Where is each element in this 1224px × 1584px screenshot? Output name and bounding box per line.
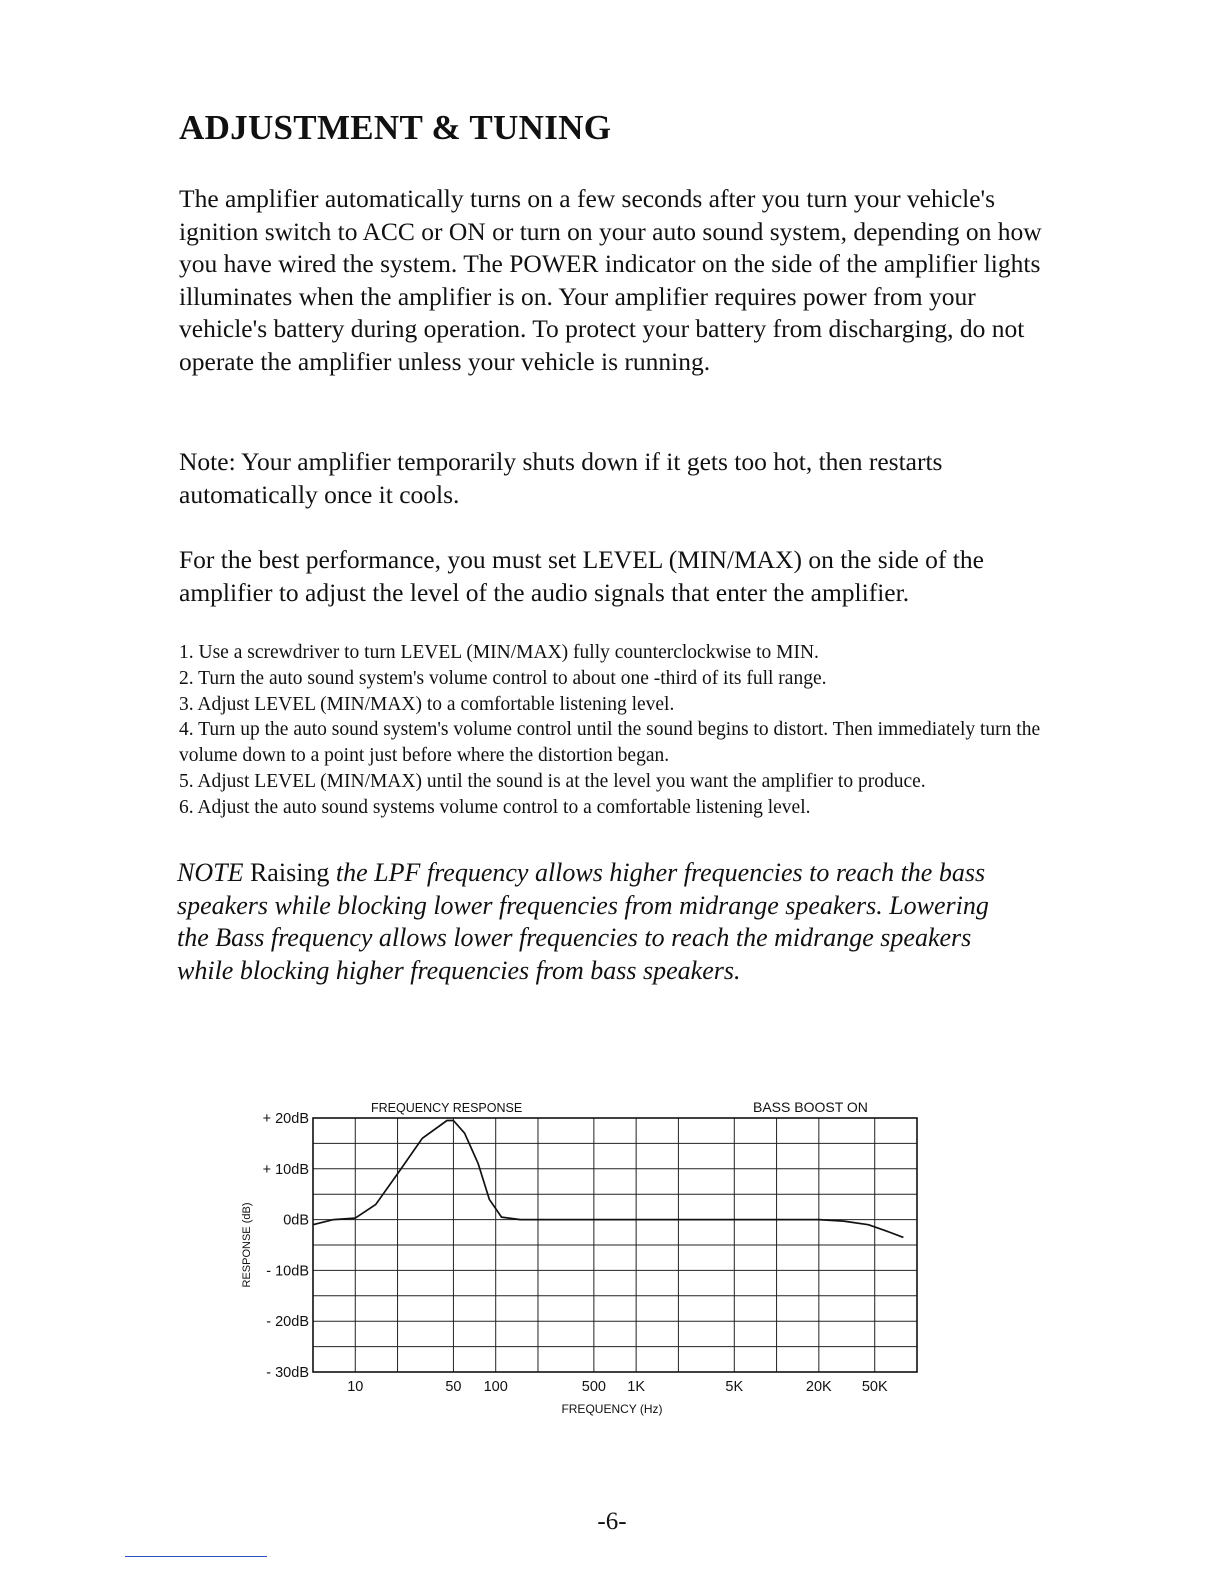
step-item: 1. Use a screwdriver to turn LEVEL (MIN/MAX) fully counterclockwise to MIN. xyxy=(179,642,819,663)
x-tick-label: 20K xyxy=(805,1379,832,1395)
page-title: ADJUSTMENT & TUNING xyxy=(179,108,612,147)
step-item: 5. Adjust LEVEL (MIN/MAX) until the sound is at the level you want the amplifier to produce. xyxy=(179,770,926,792)
y-tick-label: + 10dB xyxy=(262,1161,309,1178)
chart-tick-labels xyxy=(263,1111,888,1395)
x-tick-label: 5K xyxy=(725,1379,744,1395)
y-tick-label: 0dB xyxy=(283,1212,309,1229)
chart-grid xyxy=(313,1118,917,1372)
y-tick-label: + 20dB xyxy=(262,1111,309,1127)
intro-paragraph: The amplifier automatically turns on a few seconds after you turn your vehicle's ignition switch to ACC or ON or turn on your auto sound system, depending on how you have wired the system. The POWER indicator on the side of the amplifier lights illuminates when the amplifier is on. Your amplifier requires power from your vehicle's battery during operation. To protect your battery from discharging, do not operate the amplifier unless your vehicle is running. xyxy=(179,184,1042,376)
y-axis-label: RESPONSE (dB) xyxy=(241,1202,253,1288)
step-item: 4. Turn up the auto sound system's volume control until the sound begins to distort. Then immediately turn the volume down to a point just before where the distortion began. xyxy=(179,719,1041,767)
x-tick-label: 50K xyxy=(861,1379,888,1395)
chart-annotation: BASS BOOST ON xyxy=(753,1099,868,1115)
note-keyword: Raising xyxy=(249,858,330,887)
step-item: 2. Turn the auto sound system's volume control to about one -third of its full range. xyxy=(179,667,827,689)
y-tick-label: - 10dB xyxy=(266,1263,309,1280)
page-number: -6- xyxy=(597,1508,627,1535)
x-tick-label: 100 xyxy=(483,1379,508,1395)
step-item: 6. Adjust the auto sound systems volume control to a comfortable listening level. xyxy=(179,796,811,818)
x-axis-label: FREQUENCY (Hz) xyxy=(561,1402,663,1416)
x-tick-label: 10 xyxy=(347,1379,364,1395)
overheat-note-paragraph: Note: Your amplifier temporarily shuts down if it gets too hot, then restarts automatically once it cools. xyxy=(179,447,943,509)
bottom-rule xyxy=(125,1556,267,1557)
x-tick-label: 500 xyxy=(581,1379,606,1395)
step-item: 3. Adjust LEVEL (MIN/MAX) to a comfortable listening level. xyxy=(179,693,675,715)
y-tick-label: - 20dB xyxy=(266,1314,309,1331)
x-tick-label: 1K xyxy=(627,1379,646,1395)
note-text: the LPF frequency allows higher frequencies to reach the bass speakers while blocking lower frequencies from midrange speakers. Lowering the Bass frequency allows lower frequencies to reach the midrange speakers while blocking higher frequencies from bass speakers. xyxy=(177,858,989,985)
y-tick-label: - 30dB xyxy=(266,1365,309,1381)
level-setting-paragraph: For the best performance, you must set LEVEL (MIN/MAX) on the side of the amplifier to adjust the level of the audio signals that enter the amplifier. xyxy=(179,545,984,607)
note-label: NOTE xyxy=(177,858,244,887)
chart-title: FREQUENCY RESPONSE xyxy=(371,1101,523,1115)
x-tick-label: 50 xyxy=(445,1379,462,1395)
